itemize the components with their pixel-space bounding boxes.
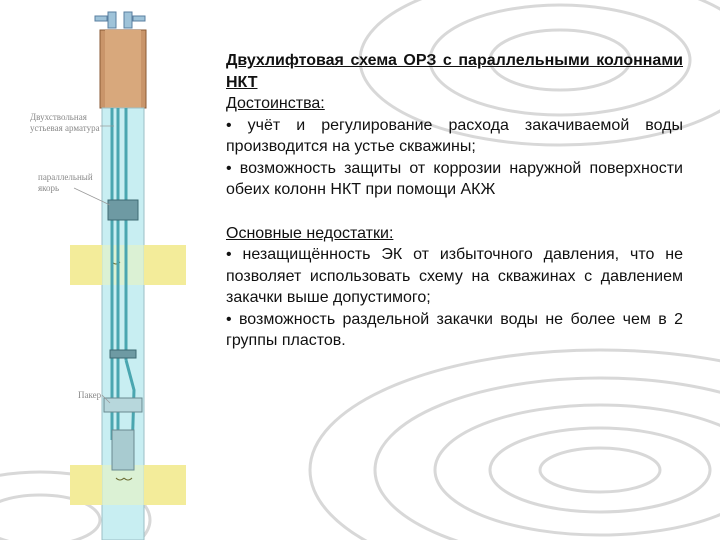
disadvantage-item: • возможность раздельной закачки воды не более чем в 2 группы пластов. <box>226 310 683 349</box>
formation-lower <box>70 465 186 505</box>
disadvantage-item: • незащищённость ЭК от избыточного давления, что не позволяет использовать схему на скважинах с давлением закачки выше допустимого; <box>226 246 683 306</box>
advantage-item: • учёт и регулирование расхода закачиваемой воды производится на устье скважины; <box>226 116 683 155</box>
slide-title: Двухлифтовая схема ОРЗ с параллельными колоннами НКТ <box>226 52 683 91</box>
well-diagram <box>0 0 210 540</box>
anchor-label: параллельный якорь <box>38 172 93 193</box>
formation-upper <box>70 245 186 285</box>
advantage-item: • возможность защиты от коррозии наружной поверхности обеих колонн НКТ при помощи АКЖ <box>226 159 683 198</box>
packer <box>104 398 142 412</box>
wellhead-label: Двухствольная устьевая арматура <box>30 112 100 133</box>
advantages-heading: Достоинства: <box>226 95 325 112</box>
packer-label: Пакер <box>78 390 102 400</box>
disadvantages-heading: Основные недостатки: <box>226 224 394 242</box>
slide-text <box>226 50 683 352</box>
parallel-anchor <box>108 200 138 220</box>
wellhead-fittings <box>95 12 145 28</box>
